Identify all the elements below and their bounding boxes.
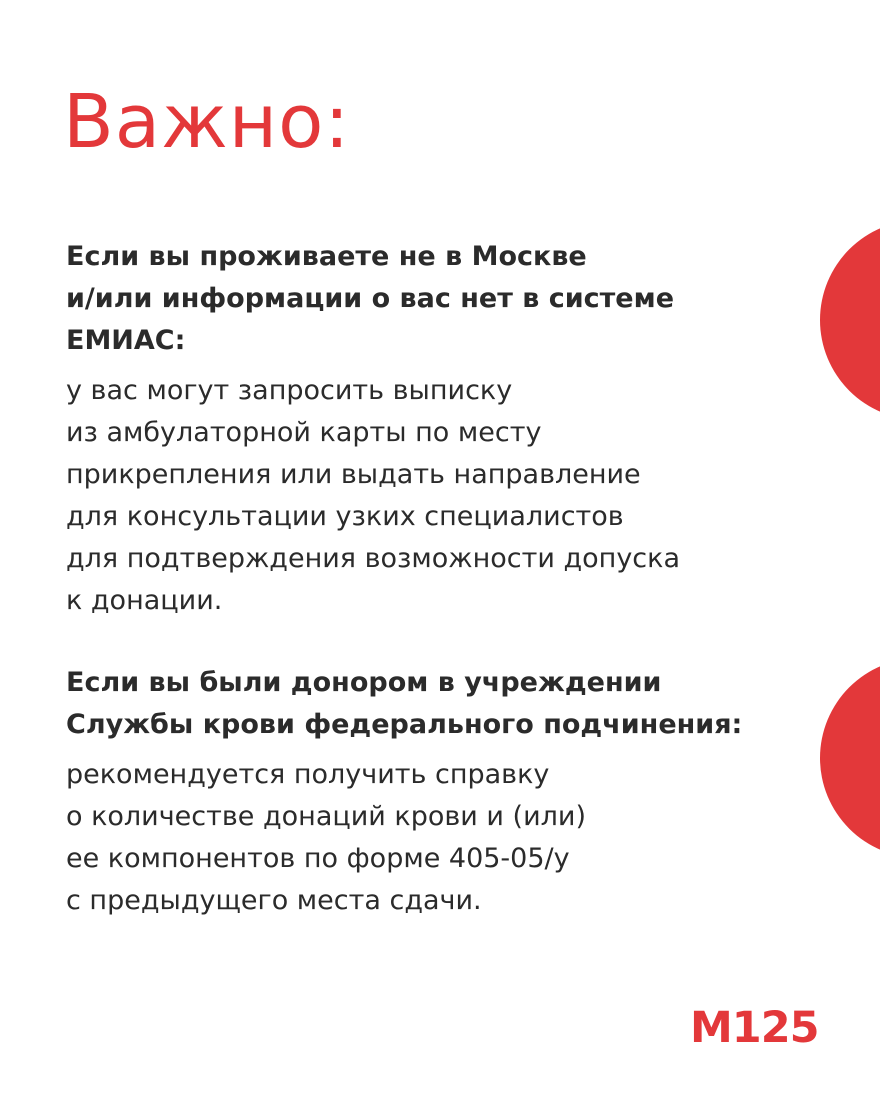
heading-line: ЕМИАС: [66,325,186,356]
body-line: рекомендуется получить справку [66,759,550,790]
heading-line: Если вы проживаете не в Москве [66,241,587,272]
section-heading [66,236,826,362]
m125-logo: М125 [690,1003,819,1053]
body-line: прикрепления или выдать направление [66,459,641,490]
decorative-circle-bottom [820,658,880,858]
heading-line: Службы крови федерального подчинения: [66,709,743,740]
body-line: к донации. [66,585,223,616]
body-line: для подтверждения возможности допуска [66,543,680,574]
heading-line: Если вы были донором в учреждении [66,667,662,698]
page-title: Важно: [63,79,351,165]
section-body [66,370,826,622]
decorative-circle-top [820,220,880,420]
body-line: ее компонентов по форме 405-05/у [66,843,570,874]
heading-line: и/или информации о вас нет в системе [66,283,675,314]
info-section-federal-donor [66,662,826,922]
info-section-moscow-residency [66,236,826,622]
section-heading [66,662,826,746]
body-line: о количестве донаций крови и (или) [66,801,586,832]
body-line: из амбулаторной карты по месту [66,417,542,448]
body-line: с предыдущего места сдачи. [66,885,482,916]
body-line: у вас могут запросить выписку [66,375,513,406]
body-line: для консультации узких специалистов [66,501,624,532]
section-body [66,754,826,922]
